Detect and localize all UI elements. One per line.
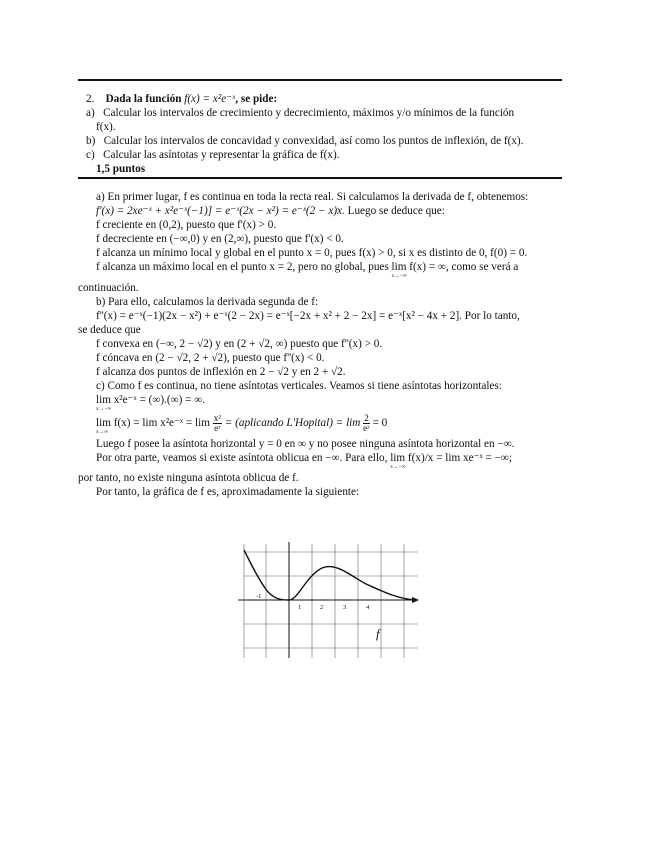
sol-a-decreciente: f decreciente en (−∞,0) y en (2,∞), puesto que f'(x) < 0. (96, 233, 344, 245)
graph-grid (244, 544, 418, 658)
sol-a-continuacion: continuación. (78, 282, 139, 294)
sol-c-lim2: lim f(x) = lim x²e⁻ˣ = lim x→∞ $\frac{\text{x²}}{\text{eˣ}}$ = (aplicando L'Hopital) = lim $\frac{2}{\text{eˣ}}$ = 0 (96, 413, 388, 436)
sol-a-creciente: f creciente en (0,2), puesto que f'(x) > 0. (96, 219, 277, 231)
problem-heading: 2. Dada la función f(x) = x²e⁻ˣ, se pide: (86, 93, 278, 105)
sol-b-deduce: se deduce que (78, 324, 141, 336)
sol-c-no-oblicua: por tanto, no existe ninguna asíntota oblicua de f. (78, 472, 299, 484)
function-graph (236, 540, 426, 662)
problem-item-a-cont: f(x). (96, 121, 116, 133)
x-tick-label: 2 (320, 604, 324, 611)
problem-item-a: a) Calcular los intervalos de crecimiento y decrecimiento, máximos y/o mínimos de la función (86, 107, 515, 119)
sol-a-deriv: f'(x) = 2xe⁻ˣ + x²e⁻ˣ(−1)] = e⁻ˣ(2x − x²) = e⁻ˣ(2 − x)x. Luego se deduce que: (96, 205, 445, 217)
sol-a-maximo: f alcanza un máximo local en el punto x = 2, pero no global, pues lim f(x) = ∞, x→−∞ como se verá a (96, 261, 519, 279)
graph-axes (238, 542, 412, 658)
sol-c-grafica: Por tanto, la gráfica de f es, aproximadamente la siguiente: (96, 486, 360, 498)
x-tick-label: 1 (298, 604, 302, 611)
sol-b-deriv: f''(x) = e⁻ˣ(−1)(2x − x²) + e⁻ˣ(2 − 2x) = e⁻ˣ[−2x + x² + 2 − 2x] = e⁻ˣ[x² − 4x + 2]. Por lo tanto, (96, 310, 520, 322)
sol-c-oblicua: Por otra parte, veamos si existe asíntota oblicua en −∞. Para ello, lim f(x)/x = lim xe⁻ˣ = −∞; x→−∞ (96, 452, 513, 470)
problem-item-b: b) Calcular los intervalos de concavidad y convexidad, así como los puntos de inflexión, de f(x). (86, 135, 524, 147)
problem-points: 1,5 puntos (96, 163, 146, 175)
sol-c-horizontal: Luego f posee la asíntota horizontal y = 0 en ∞ y no posee ninguna asíntota horizontal en −∞. (96, 438, 515, 450)
x-tick-label: 3 (343, 604, 347, 611)
sol-a-intro: a) En primer lugar, f es continua en toda la recta real. Si calculamos la derivada de f, obtenemos: (96, 191, 529, 203)
sol-b-convexa: f convexa en (−∞, 2 − √2) y en (2 + √2, ∞) puesto que f''(x) > 0. (96, 338, 383, 350)
sol-b-inflexion: f alcanza dos puntos de inflexión en 2 − √2 y en 2 + √2. (96, 366, 346, 378)
sol-b-concava: f cóncava en (2 − √2, 2 + √2), puesto que f''(x) < 0. (96, 352, 325, 364)
top-rule (78, 79, 562, 81)
sol-c-lim1: lim x²e⁻ˣ = (∞).(∞) = ∞. x→−∞ (96, 394, 205, 412)
sol-a-minimo: f alcanza un mínimo local y global en el punto x = 0, pues f(x) > 0, si x es distinto de 0, f(0) = 0. (96, 247, 528, 259)
sol-b-intro: b) Para ello, calculamos la derivada segunda de f: (96, 296, 319, 308)
curve-label: f (376, 626, 380, 641)
x-tick-label: 4 (366, 604, 370, 611)
sol-c-intro: c) Como f es continua, no tiene asíntotas verticales. Veamos si tiene asíntotas horizontales: (96, 380, 502, 392)
x-tick-label: -1 (256, 593, 262, 600)
mid-rule (78, 177, 562, 179)
function-curve (244, 550, 414, 600)
problem-item-c: c) Calcular las asíntotas y representar la gráfica de f(x). (86, 149, 340, 161)
